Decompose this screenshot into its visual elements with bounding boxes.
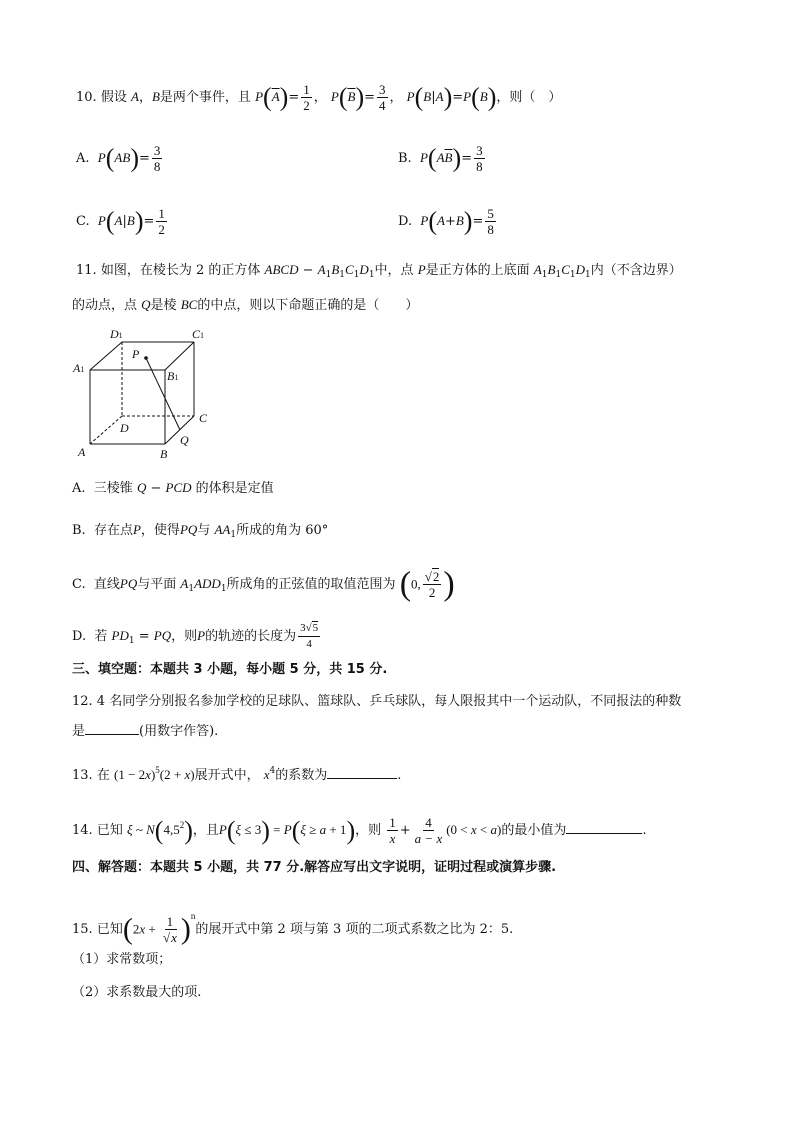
section-4-heading: 四、解答题：本题共 5 小题，共 77 分.解答应写出文字说明，证明过程或演算步骤.: [72, 860, 557, 875]
q13-text: 展开式中，: [194, 768, 260, 783]
label-b1: B1: [167, 369, 179, 383]
q14-text: ，且: [192, 823, 219, 838]
q10-option-b: B. $P(A\overline{B})=$ $\frac{3}{8}$: [398, 143, 483, 174]
q11-option-d: D. 若 $PD_1$ = PQ，则P的轨迹的长度为 $\frac{3√5}{4}$: [72, 622, 319, 650]
q15-part-1: （1）求常数项；: [72, 952, 172, 967]
option-label: B.: [398, 151, 412, 166]
q13: 13. 在 $(1 - 2x)^5(2 + x)$展开式中， $x^4$的系数为 .: [72, 765, 402, 783]
answer-blank[interactable]: [566, 821, 642, 834]
q15-text: 已知: [96, 922, 123, 937]
q13-text: .: [397, 768, 402, 783]
q11-option-text: 与: [197, 523, 211, 538]
q11-option-text: 与平面: [137, 577, 177, 592]
label-c1: C1: [192, 327, 205, 341]
q11-option-text: 存在点: [93, 523, 133, 538]
option-label: A.: [76, 151, 90, 166]
q11-number: 11.: [76, 263, 97, 278]
q14-text: 的最小值为: [501, 823, 567, 838]
option-label: C.: [72, 577, 86, 592]
q11-text: 中，点: [374, 263, 414, 278]
section-3-heading: 三、填空题：本题共 3 小题，每小题 5 分，共 15 分.: [72, 662, 388, 677]
q15-part-2: （2）求系数最大的项.: [72, 985, 202, 1000]
q11-option-text: 若: [94, 629, 108, 644]
q11-option-text: 所成的角为: [236, 523, 302, 538]
label-p: P: [132, 347, 140, 361]
q11-text: 是棱: [150, 298, 177, 313]
q11-text: 内（不含边界）: [590, 263, 682, 278]
q11-option-c: C. 直线PQ与平面 $A_1ADD_1$所成角的正弦值的取值范围为 (0, $\frac{√2}{2}$ ): [72, 565, 455, 603]
label-d: D: [120, 421, 129, 435]
q11-option-text: 三棱锥: [93, 481, 133, 496]
q13-text: 在: [96, 768, 110, 783]
cube-figure: [70, 322, 220, 462]
label-a1: A1: [73, 361, 85, 375]
label-q: Q: [180, 433, 189, 447]
q14: 14. 已知 ξ ~ $N(4,5^2)$，且P(ξ ≤ 3) = P(ξ ≥ a + 1)，则 $\frac{1}{x}$ + $\frac{4}{a - x}$ (0 < x < a)的最小值为 .: [72, 815, 647, 846]
q10-text: 是两个事件，且: [159, 90, 251, 105]
q11-option-text: ，则: [171, 629, 198, 644]
q10-text: 假设: [100, 90, 127, 105]
answer-blank[interactable]: [85, 722, 139, 735]
q14-number: 14.: [72, 823, 93, 838]
label-c: C: [199, 411, 208, 425]
q15-number: 15.: [72, 922, 93, 937]
q11-option-text: 直线: [93, 577, 120, 592]
q14-text: .: [642, 823, 647, 838]
option-label: A.: [72, 481, 86, 496]
q11-option-text: 的体积是定值: [195, 481, 274, 496]
q13-text: 的系数为: [275, 768, 328, 783]
q12-line2: [72, 722, 218, 742]
q11-option-text: ，使得: [140, 523, 180, 538]
angle-value: 60°: [305, 523, 329, 538]
label-a: A: [78, 445, 86, 459]
q11-stem-line2: 的动点，点 Q是棱 BC的中点，则以下命题正确的是（ ）: [72, 297, 419, 313]
q11-text: 是正方体的上底面: [425, 263, 530, 278]
q11-text: 的中点，则以下命题正确的是（ ）: [197, 298, 419, 313]
q11-option-b: B. 存在点P，使得PQ与 $AA_1$所成的角为 60°: [72, 522, 329, 540]
option-label: C.: [76, 214, 90, 229]
option-label: D.: [72, 629, 87, 644]
answer-blank[interactable]: [327, 766, 397, 779]
q11-option-text: 的轨迹的长度为: [205, 629, 297, 644]
q15-text: 的展开式中第 2 项与第 3 项的二项式系数之比为 2：5.: [195, 922, 514, 937]
q14-text: 已知: [96, 823, 123, 838]
q12-text: (用数字作答).: [139, 724, 219, 739]
q14-text: ，则: [355, 823, 382, 838]
q10-option-d: D. P(A+B)= $\frac{5}{8}$: [398, 206, 494, 237]
label-d1: D1: [110, 327, 123, 341]
q12-text: 是: [72, 724, 86, 739]
q10-option-c: C. P(A|B)= $\frac{1}{2}$: [76, 206, 165, 237]
q10-option-a: A. P(AB)= $\frac{3}{8}$: [76, 143, 161, 174]
q11-option-text: 所成角的正弦值的取值范围为: [226, 577, 396, 592]
q10-text: ，则（ ）: [496, 90, 562, 105]
q10-number: 10.: [76, 90, 97, 105]
q12-line1: 12. 4 名同学分别报名参加学校的足球队、篮球队、乒乓球队，每人限报其中一个运动队，不同报法的种数: [72, 694, 682, 709]
q10-stem: 10. 假设 A，B是两个事件，且 $P(\overline{A})=$ $\frac{1}{2}$ ， $P(\overline{B})=$ $\frac{3}{4}$ ， P(B|A)=P(B)，则（ ）: [76, 82, 562, 113]
q13-number: 13.: [72, 768, 93, 783]
q15-stem: 15. 已知(2x + $\frac{1}{√x}$ )$^n$的展开式中第 2 项与第 3 项的二项式系数之比为 2：5.: [72, 911, 514, 946]
q11-option-a: A. 三棱锥 Q − PCD 的体积是定值: [72, 480, 274, 496]
q11-stem-line1: 11. 如图，在棱长为 2 的正方体 ABCD − $A_1B_1C_1D_1$中，点 P是正方体的上底面 $A_1B_1C_1D_1$内（不含边界）: [76, 262, 682, 280]
option-label: B.: [72, 523, 86, 538]
label-b: B: [160, 447, 168, 461]
option-label: D.: [398, 214, 413, 229]
q11-text: 的动点，点: [72, 298, 138, 313]
q11-text: 如图，在棱长为 2 的正方体: [100, 263, 261, 278]
